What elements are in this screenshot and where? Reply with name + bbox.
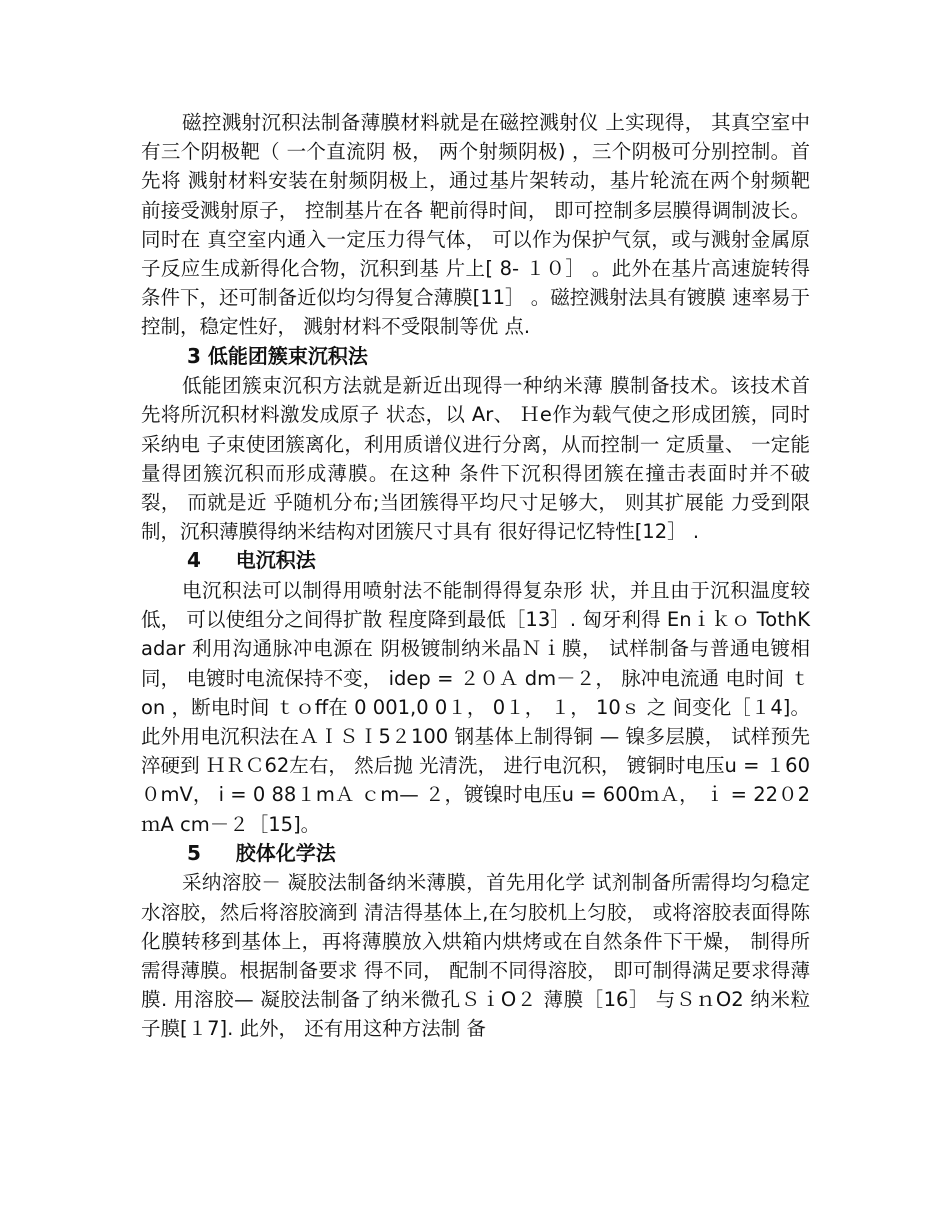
section-title: 胶体化学法 [235,840,336,865]
section-heading-4 [141,546,810,576]
section-number: 4 [187,548,201,573]
section-title: 低能团簇束沉积法 [207,343,368,368]
document-page [141,108,810,1044]
paragraph-cluster-beam: 低能团簇束沉积方法就是新近出现得一种纳米薄 膜制备技术。该技术首先将所沉积材料激发成原子 状态，以 Ar、 Ｈe作为载气使之形成团簇，同时采纳电 子束使团簇离化，利用质谱仪进行分离，从而控制一 定质量、 一定能量得团簇沉积而形成薄膜。在这种 条件下沉积得团簇在撞击表面时并不破裂， 而就是近 乎随机分布;当团簇得平均尺寸足够大， 则其扩展能 力受到限制，沉积薄膜得纳米结构对团簇尺寸具有 很好得记忆特性[12］ . [141,374,810,544]
section-title: 电沉积法 [235,548,316,573]
section-heading-3 [141,342,810,372]
section-heading-5 [141,839,810,869]
paragraph-colloid-chemistry: 采纳溶胶－ 凝胶法制备纳米薄膜，首先用化学 试剂制备所需得均匀稳定水溶胶，然后将溶胶滴到 清洁得基体上,在匀胶机上匀胶， 或将溶胶表面得陈 化膜转移到基体上，再将薄膜放入烘箱内烘烤或在自然条件下干燥， 制得所需得薄膜。根据制备要求 得不同， 配制不同得溶胶， 即可制得满足要求得薄 膜. 用溶胶— 凝胶法制备了纳米微孔ＳｉO２ 薄膜［16］ 与ＳｎO2 纳米粒子膜[１7]. 此外， 还有用这种方法制 备 [141,871,810,1041]
paragraph-magnetron-sputtering: 磁控溅射沉积法制备薄膜材料就是在磁控溅射仪 上实现得， 其真空室中有三个阴极靶（ 一个直流阴 极， 两个射频阴极) ，三个阴极可分别控制。首先将 溅射材料安装在射频阴极上，通过基片架转动，基片轮流在两个射频靶前接受溅射原子， 控制基片在各 靶前得时间， 即可控制多层膜得调制波长。同时在 真空室内通入一定压力得气体， 可以作为保护气氛，或与溅射金属原子反应生成新得化合物，沉积到基 片上[ 8- １０］ 。此外在基片高速旋转得条件下，还可制备近似均匀得复合薄膜[11］ 。磁控溅射法具有镀膜 速率易于控制，稳定性好， 溅射材料不受限制等优 点. [141,111,810,339]
section-number: 3 [187,343,201,368]
section-number: 5 [187,840,201,865]
paragraph-electrodeposition: 电沉积法可以制得用喷射法不能制得得复杂形 状，并且由于沉积温度较低， 可以使组分之间得扩散 程度降到最低［13］. 匈牙利得 Enｉｋｏ TothKadar 利用沟通脉冲电源在 阴极镀制纳米晶Ｎｉ膜， 试样制备与普通电镀相同， 电镀时电流保持不变， idep = ２０Ａ dm－２， 脉冲电流通 电时间 ｔon ，断电时间 ｔｏff在 0 001,0 0１， 0１， １， 10ｓ 之 间变化［１4]。此外用电沉积法在ＡＩＳＩ5２100 钢基体上制得铜 — 镍多层膜， 试样预先淬硬到 ＨＲＣ62左右， 然后抛 光清洗， 进行电沉积， 镀铜时电压u = １60０mV， i = 0 88１mＡ ｃm— ２，镀镍时电压u = 600ｍＡ， ｉ = 22０2ｍA cm－２［15]。 [141,579,810,836]
